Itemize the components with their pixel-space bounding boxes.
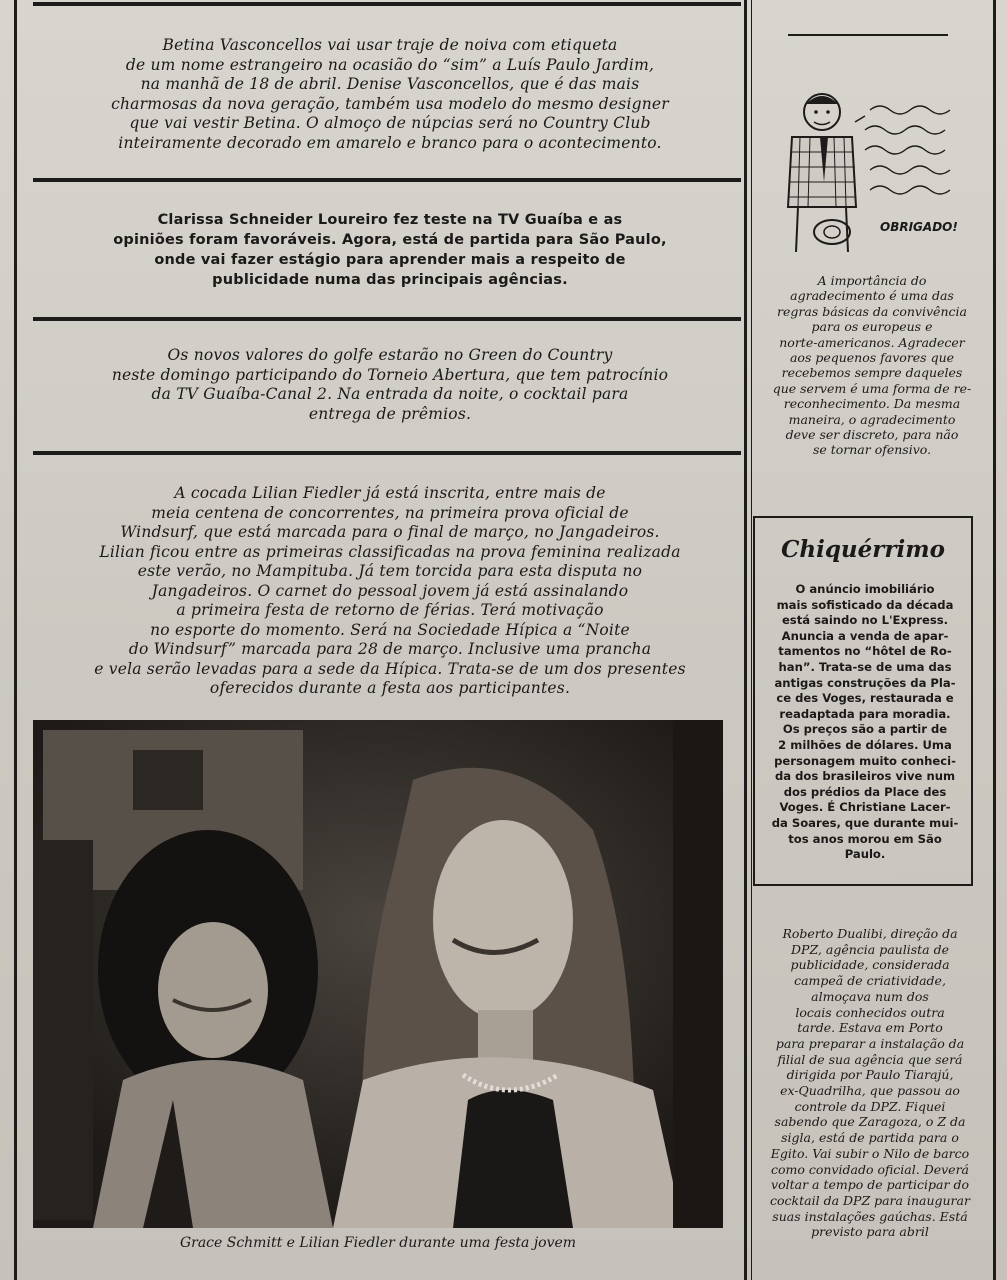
photo-grace-lilian bbox=[33, 720, 723, 1228]
chiquerrimo-box bbox=[753, 516, 973, 886]
left-border bbox=[14, 0, 17, 1280]
article-betina: Betina Vasconcellos vai usar traje de noiva com etiqueta de um nome estrangeiro na ocasião do “sim” a Luís Paulo Jardim, na manhã de 18 de abril. Denise Vasconcellos, que é das mais charmosas da nova geração, também usa modelo do mesmo designer que vai vestir Betina. O almoço de núpcias será no Country Club inteiramente decorado em amarelo e branco para o acontecimento. bbox=[111, 36, 669, 152]
cartoon-illustration bbox=[770, 82, 980, 262]
column-divider-inner bbox=[751, 0, 752, 1280]
sidebar-rule-top bbox=[788, 34, 948, 36]
rule-2 bbox=[33, 317, 741, 321]
article-clarissa: Clarissa Schneider Loureiro fez teste na TV Guaíba e as opiniões foram favoráveis. Agora, está de partida para São Paulo, onde vai fazer estágio para aprender mais a respeito de publicidade numa das principais agências. bbox=[113, 212, 667, 288]
column-divider bbox=[744, 0, 747, 1280]
cartoon-man-icon bbox=[770, 82, 980, 262]
sidebar-dualibi: Roberto Dualibi, direção da DPZ, agência paulista de publicidade, considerada campeã de criatividade, almoçava num dos locais conhecidos outra tarde. Estava em Porto para preparar a instalação da filial de sua agência que será dirigida por Paulo Tiarajú, ex-Quadrilha, que passou ao controle da DPZ. Fiquei sabendo que Zaragoza, o Z da sigla, está de partida para o Egito. Vai subir o Nilo de barco como convidado oficial. Deverá voltar a tempo de participar do cocktail da DPZ para inaugurar suas instalações gaúchas. Está previsto para abril bbox=[770, 926, 970, 1240]
box-body: O anúncio imobiliário mais sofisticado da década está saindo no L'Express. Anuncia a venda de apar- tamentos no “hôtel de Ro- han”. Trata-se de uma das antigas construções da Pla- ce des Voges, restaurada e readaptada para moradia. Os preços são a partir de 2 milhões de dólares. Uma personagem muito conheci- da dos brasileiros vive num dos prédios da Place des Voges. É Christiane Lacer- da Soares, que durante mui- tos anos morou em São Paulo. bbox=[771, 582, 959, 862]
photo-image bbox=[33, 720, 723, 1228]
right-border bbox=[993, 0, 996, 1280]
photo-caption: Grace Schmitt e Lilian Fiedler durante uma festa jovem bbox=[179, 1235, 577, 1251]
cartoon-caption-text: OBRIGADO! bbox=[880, 220, 958, 234]
rule-3 bbox=[33, 451, 741, 455]
box-title: Chiquérrimo bbox=[781, 536, 945, 563]
article-golfe: Os novos valores do golfe estarão no Green do Country neste domingo participando do Torneio Abertura, que tem patrocínio da TV Guaíba-Canal 2. Na entrada da noite, o cocktail para entrega de prêmios. bbox=[111, 346, 669, 423]
rule-1 bbox=[33, 178, 741, 182]
sidebar-agradecimento: A importância do agradecimento é uma das regras básicas da convivência para os europeus e norte-americanos. Agradecer aos pequenos favores que recebemos sempre daqueles que servem é uma forma de re- reconhecimento. Da mesma maneira, o agradecimento deve ser discreto, para não se tornar ofensivo. bbox=[772, 273, 972, 458]
article-lilian: A cocada Lilian Fiedler já está inscrita, entre mais de meia centena de concorrentes, na primeira prova oficial de Windsurf, que está marcada para o final de março, no Jangadeiros. Lilian ficou entre as primeiras classificadas na prova feminina realizada este verão, no Mampituba. Já tem torcida para esta disputa no Jangadeiros. O carnet do pessoal jovem já está assinalando a primeira festa de retorno de férias. Terá motivação no esporte do momento. Será na Sociedade Hípica a “Noite do Windsurf” marcada para 28 de março. Inclusive uma prancha e vela serão levadas para a sede da Hípica. Trata-se de um dos presentes oferecidos durante a festa aos participantes. bbox=[94, 484, 686, 697]
rule-top bbox=[33, 2, 741, 6]
